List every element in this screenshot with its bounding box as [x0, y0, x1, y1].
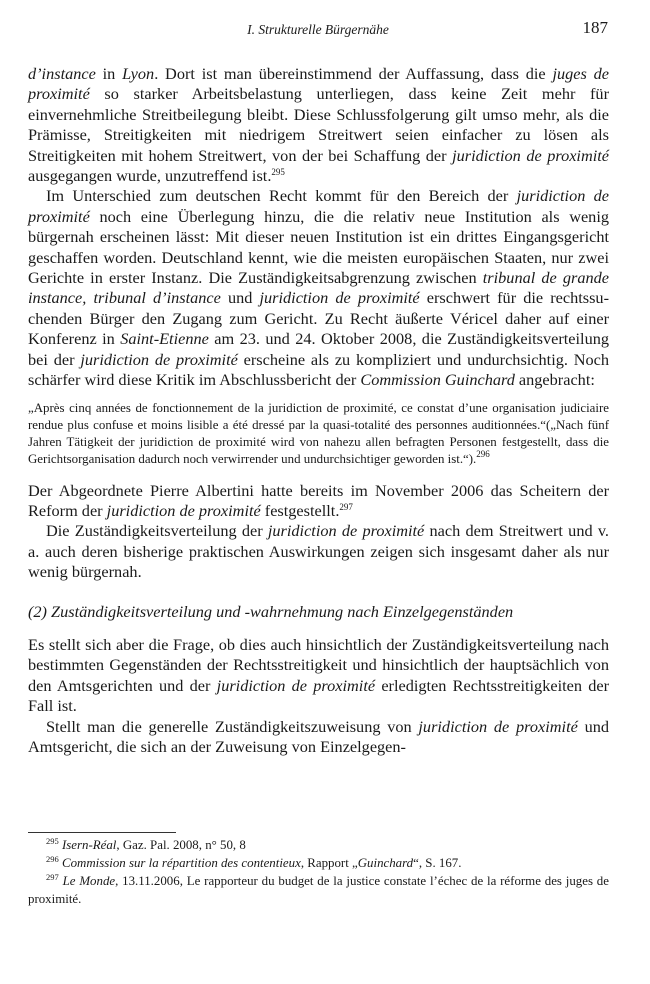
italic-term: juridiction de proximité	[28, 186, 609, 226]
paragraph-4	[28, 521, 609, 582]
footnote-ref-296[interactable]: 296	[476, 448, 490, 459]
italic-term: Isern-Réal	[61, 838, 117, 852]
text-run: . Dort ist man übereinstimmend der Auffassung, dass die	[154, 64, 553, 83]
italic-term: juges de proximité	[28, 64, 609, 104]
quote-text: „Après cinq années de fonctionnement de la juridiction de proximité, ce constat d’une organisation judiciaire rendue plus confuse et moins lisible a été dressé par la quasi-totalité des personnes auditionnées.“(„Nach fünf Jahren Tätigkeit der juridiction de proximité wird von nahezu allen befragten Personen festgestellt, dass die Gerichtsorganisation dadurch noch verwirrender und undurchsichtiger geworden ist.“).	[28, 400, 609, 466]
italic-term: Guinchard	[357, 856, 414, 870]
text-run: am 23. und 24. Oktober 2008, die Zuständigkeitsverteilung bei der	[28, 329, 609, 369]
footnote-number: 296	[46, 854, 59, 864]
text-run: in	[95, 64, 123, 83]
footnote-number: 297	[46, 872, 59, 882]
italic-term: Commission Guinchard	[360, 370, 515, 390]
italic-term: juridiction de proximité	[80, 349, 238, 369]
text-run: Im Unterschied zum deutschen Recht kommt für den Bereich der	[46, 186, 517, 206]
italic-term: juridiction de proximité	[259, 288, 420, 308]
italic-term: juridiction de proximité	[267, 521, 425, 541]
text-run: angebracht:	[514, 370, 595, 390]
footnotes	[28, 836, 609, 908]
footnote-ref-297[interactable]: 297	[339, 501, 353, 512]
footnote-295	[28, 836, 609, 854]
paragraph-5	[28, 635, 609, 717]
text-run: Die Zuständigkeitsverteilung der	[46, 521, 268, 541]
footnote-number: 295	[46, 836, 59, 846]
text-run: Stellt man die generelle Zuständigkeitszuweisung von	[46, 716, 419, 736]
italic-term: Lyon	[122, 64, 155, 83]
footnote-divider	[28, 832, 176, 833]
text-run: , Gaz. Pal. 2008, n° 50, 8	[116, 838, 246, 852]
paragraph-1	[28, 64, 609, 186]
text-run: erschwert für die rechtssuchenden Bürger den Zugang zum Gericht. Zu Recht äußerte Véricel daher auf einer Konferenz in	[28, 288, 609, 349]
italic-term: Saint-Etienne	[120, 329, 209, 349]
text-run: und Amtsgericht, die sich an der Zuweisung von Einzelgegen-	[28, 716, 610, 756]
italic-term: juridiction de proximité	[106, 500, 261, 520]
italic-term: juridiction de proximité	[452, 145, 609, 165]
italic-term: Le Monde	[62, 874, 116, 888]
paragraph-6	[28, 717, 609, 758]
text-run: ausgegangen wurde, unzutreffend ist.	[28, 166, 272, 186]
text-run: , Rapport „	[300, 856, 358, 870]
italic-term: tribunal de grande instance, tribunal d’instance	[28, 268, 610, 308]
text-run: und	[220, 288, 260, 308]
text-run: , 13.11.2006, Le rapporteur du budget de la justice constate l’échec de la réforme des juges de proximité.	[28, 874, 609, 906]
text-run: festgestellt.	[260, 500, 340, 520]
paragraph-2	[28, 186, 609, 390]
block-quote	[28, 400, 609, 468]
italic-term: juridiction de proximité	[216, 675, 376, 695]
text-run: erledigten Rechtsstreitigkeiten der Fall ist.	[28, 675, 610, 716]
italic-term: Commission sur la répartition des contentieux	[61, 856, 301, 870]
running-head: I. Strukturelle Bürgernähe	[247, 22, 389, 37]
italic-term: juridiction de proximité	[418, 716, 578, 736]
footnote-296	[28, 854, 609, 872]
italic-term: d’instance	[28, 64, 96, 83]
body-text	[28, 64, 609, 757]
paragraph-3	[28, 481, 609, 522]
text-run: “, S. 167.	[413, 856, 462, 870]
text-run: Der Abgeordnete Pierre Albertini hatte bereits im November 2006 das Scheitern der Reform der	[28, 480, 609, 520]
section-heading: (2) Zuständigkeitsverteilung und -wahrnehmung nach Einzelgegenständen	[28, 601, 514, 621]
page-header	[28, 18, 608, 44]
text-run: so starker Arbeitsbelastung unterliegen, dass keine Zeit mehr für einvernehmliche Streitbeilegung bleibt. Diese Schlussfolgerung gilt umso mehr, als die Prämisse, Streitigkeiten mit niedrigem Streitwert seien einfacher zu lösen als Streitigkeiten mit hohem Streitwert, von der bei Schaffung der	[28, 84, 609, 165]
footnote-297	[28, 872, 609, 908]
text-run: erscheine als zu kompliziert und undurchsichtig. Noch schärfer wird diese Kritik im Abschlussbericht der	[28, 349, 610, 390]
text-run: noch eine Überlegung hinzu, die die relativ neue Institution als wenig bürgernah erscheinen lässt: Mit dieser neuen Institution ist ein drittes Eingangsgericht geschaffen worden. Deutschland kennt, wie die meisten europäischen Staaten, nur zwei Gerichte in erster Instanz. Die Zuständigkeitsabgrenzung zwischen	[28, 206, 609, 288]
text-run: nach dem Streitwert und v. a. auch deren bisherige praktischen Auswirkungen zeigen sich insgesamt daher als nur wenig bürgernah.	[28, 521, 609, 582]
page-number: 187	[582, 18, 608, 37]
footnote-ref-295[interactable]: 295	[271, 167, 285, 178]
text-run: Es stellt sich aber die Frage, ob dies auch hinsichtlich der Zuständigkeitsverteilung nach bestimmten Gegenständen der Rechtsstreitigkeit und hinsichtlich der hauptsächlich von den Amtsgerichten und der	[28, 634, 609, 695]
